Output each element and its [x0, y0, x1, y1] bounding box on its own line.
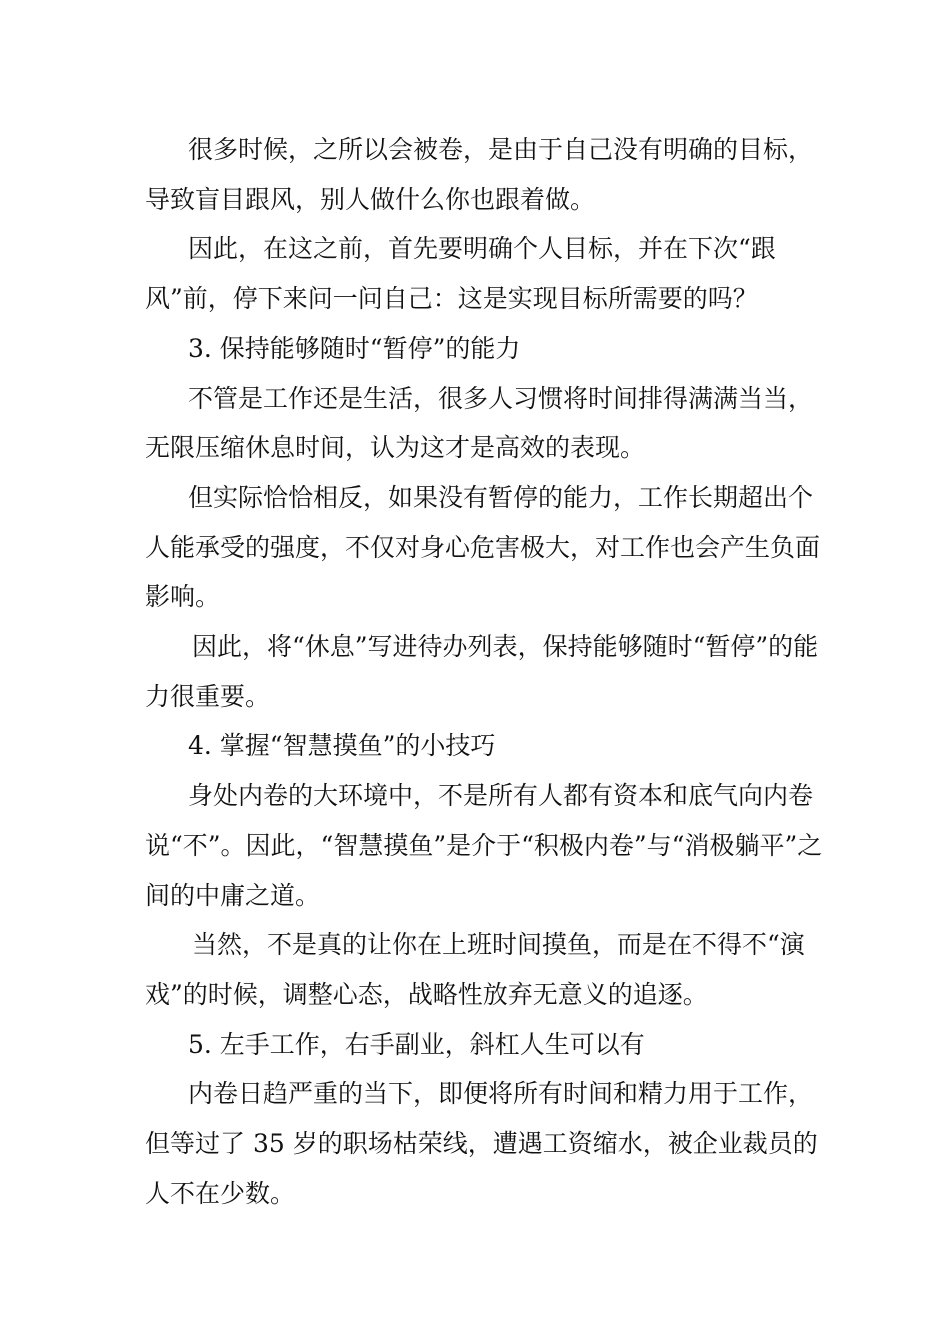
document-body [145, 125, 835, 1218]
paragraph-busy-schedule: 不管是工作还是生活，很多人习惯将时间排得满满当当，无限压缩休息时间，认为这才是高效的表现。 [145, 383, 814, 463]
paragraph-adjust-mindset: 当然，不是真的让你在上班时间摸鱼，而是在不得不“演戏”的时候，调整心态，战略性放弃无意义的追逐。 [145, 930, 805, 1009]
paragraph-clear-goals: 因此，在这之前，首先要明确个人目标，并在下次“跟风”前，停下来问一问自己：这是实现目标所需要的吗？ [145, 234, 776, 314]
section-heading-4: 4. 掌握“智慧摸鱼”的小技巧 [188, 731, 496, 761]
paragraph-rest-todo: 因此，将“休息”写进待办列表，保持能够随时“暂停”的能力很重要。 [145, 632, 819, 711]
paragraph-blind-following: 很多时候，之所以会被卷，是由于自己没有明确的目标，导致盲目跟风，别人做什么你也跟着做。 [145, 135, 814, 214]
paragraph-smart-slacking: 身处内卷的大环境中，不是所有人都有资本和底气向内卷说“不”。因此，“智慧摸鱼”是介于“积极内卷”与“消极躺平”之间的中庸之道。 [145, 781, 823, 910]
section-heading-5: 5. 左手工作，右手副业，斜杠人生可以有 [188, 1029, 645, 1059]
paragraph-side-hustle: 内卷日趋严重的当下，即便将所有时间和精力用于工作，但等过了 35 岁的职场枯荣线，遭遇工资缩水，被企业裁员的人不在少数。 [145, 1079, 818, 1208]
paragraph-pause-ability: 但实际恰恰相反，如果没有暂停的能力，工作长期超出个人能承受的强度，不仅对身心危害极大，对工作也会产生负面影响。 [145, 482, 821, 612]
section-heading-3: 3. 保持能够随时“暂停”的能力 [188, 333, 521, 363]
